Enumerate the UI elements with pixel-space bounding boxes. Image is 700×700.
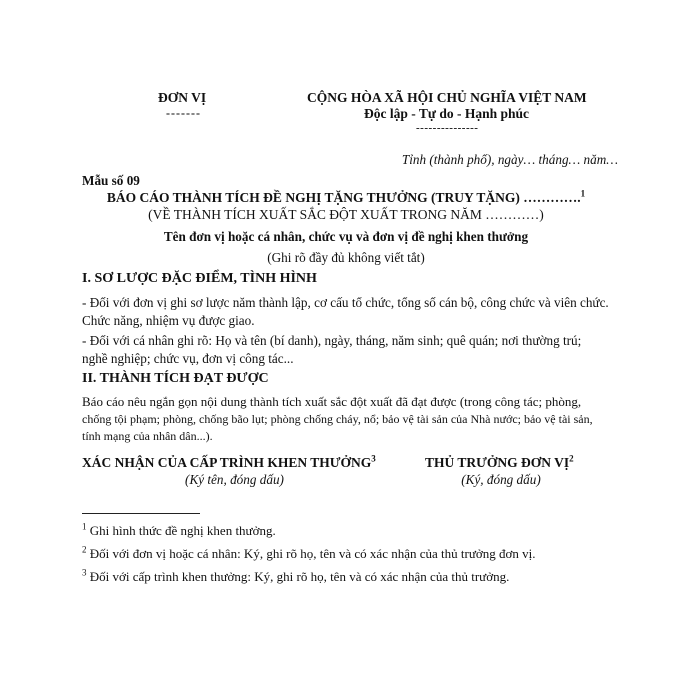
section-1-heading: I. SƠ LƯỢC ĐẶC ĐIỂM, TÌNH HÌNH [82,271,317,286]
national-motto: Độc lập - Tự do - Hạnh phúc [364,106,530,121]
place-date: Tỉnh (thành phố), ngày… tháng… năm… [401,152,618,167]
entity-line: Tên đơn vị hoặc cá nhân, chức vụ và đơn vị đề nghị khen thưởng [163,229,529,244]
footnote-ref-3: 3 [371,453,376,464]
entity-note: (Ghi rõ đầy đủ không viết tắt) [267,250,425,265]
report-subtitle: (VỀ THÀNH TÍCH XUẤT SẮC ĐỘT XUẤT TRONG NĂM …………) [148,207,544,222]
footnote-1-number: 1 [82,521,87,532]
footnote-3-number: 3 [82,567,87,578]
unit-rule: ------- [166,106,201,120]
section-1-para-1: - Đối với đơn vị ghi sơ lược năm thành lập, cơ cấu tổ chức, tổng số cán bộ, công chức và viên chức. Chức năng, nhiệm vụ được giao. [82,295,609,328]
section-2-para-line1: Báo cáo nêu ngắn gọn nội dung thành tích xuất sắc đột xuất đã đạt được (trong công tác; phòng, [82,394,582,409]
approval-note: (Ký tên, đóng dấu) [185,472,284,487]
footnote-2-number: 2 [82,544,87,555]
footnote-3-text: Đối với cấp trình khen thưởng: Ký, ghi rõ họ, tên và có xác nhận của thủ trưởng. [89,569,510,584]
form-number: Mẫu số 09 [82,173,140,188]
section-2-heading: II. THÀNH TÍCH ĐẠT ĐƯỢC [82,371,269,386]
report-title [82,190,610,206]
report-title-text: BÁO CÁO THÀNH TÍCH ĐỀ NGHỊ TẶNG THƯỞNG (TRUY TẶNG) …………. [106,190,581,205]
unit-label: ĐƠN VỊ [158,90,207,105]
head-of-unit-title-text: THỦ TRƯỞNG ĐƠN VỊ [425,455,570,470]
approval-title-text: XÁC NHẬN CỦA CẤP TRÌNH KHEN THƯỞNG [82,455,372,470]
head-of-unit-note: (Ký, đóng dấu) [461,472,541,487]
footnote-ref-2: 2 [569,453,574,464]
motto-rule: --------------- [416,122,479,134]
section-2-para-rest: chống tội phạm; phòng, chống bão lụt; phòng chống cháy, nổ; bảo vệ tài sản của Nhà nước; bảo vệ tài sản, tính mạng của nhân dân...). [82,412,593,443]
footnote-1 [82,523,276,539]
footnote-ref-1: 1 [580,188,586,199]
approval-title [82,455,376,471]
footnote-divider [82,513,200,514]
footnote-2 [82,546,536,562]
footnote-1-text: Ghi hình thức đề nghị khen thưởng. [89,523,276,538]
head-of-unit-title [425,455,574,471]
footnote-2-text: Đối với đơn vị hoặc cá nhân: Ký, ghi rõ họ, tên và có xác nhận của thủ trưởng đơn vị. [89,546,536,561]
footnote-3 [82,569,509,585]
country-name: CỘNG HÒA XÃ HỘI CHỦ NGHĨA VIỆT NAM [307,90,587,105]
section-1-para-2: - Đối với cá nhân ghi rõ: Họ và tên (bí danh), ngày, tháng, năm sinh; quê quán; nơi thường trú; nghề nghiệp; chức vụ, đơn vị công tác... [82,333,582,366]
